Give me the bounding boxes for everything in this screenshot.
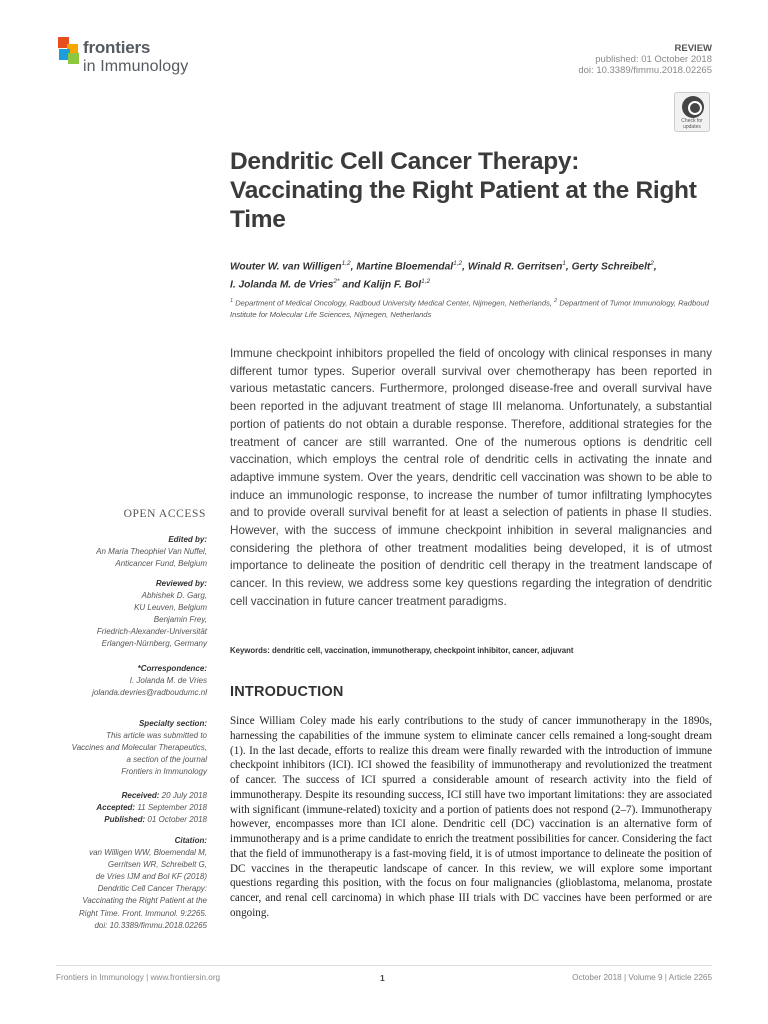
editor-line: Anticancer Fund, Belgium xyxy=(115,559,207,569)
reviewer-line: Erlangen-Nürnberg, Germany xyxy=(101,639,207,649)
edited-by-block xyxy=(40,534,207,570)
author-name[interactable]: Winald R. Gerritsen xyxy=(467,261,563,273)
published-date-sidebar: 01 October 2018 xyxy=(147,815,207,825)
doi-link[interactable]: doi: 10.3389/fimmu.2018.02265 xyxy=(578,65,712,76)
received-label: Received: xyxy=(121,791,160,800)
journal-name-line2: in Immunology xyxy=(83,58,189,75)
specialty-section-label: Specialty section: xyxy=(138,719,207,728)
citation-doi-link[interactable]: doi: 10.3389/fimmu.2018.02265 xyxy=(94,920,207,930)
citation-line: van Willigen WW, Bloemendal M, xyxy=(89,848,207,858)
reviewer-line: Benjamin Frey, xyxy=(153,615,207,625)
author-name[interactable]: Gerty Schreibelt xyxy=(571,261,651,273)
reviewed-by-block xyxy=(40,578,207,651)
open-access-label: OPEN ACCESS xyxy=(123,508,206,520)
author-name[interactable]: Martine Bloemendal xyxy=(356,261,454,273)
introduction-text: Since William Coley made his early contributions to the study of cancer immunotherapy in the 1890s, harnessing the capabilities of the immune system to eliminate cancer cells remained a long-sought dream (1). In the last decade, efforts to realize this dream were finally rewarded with the introduction of immune checkpoint inhibitors (ICI). ICI showed the feasibility of immunotherapy and revolutionized the treatment of cancer. The success of ICI spurred a considerable amount of research activity into the field of immunotherapy. Despite its resounding success, ICI still have two important limitations: they are associated with significant (immune-related) toxicity and a portion of patients does not respond (2–7). Immunotherapy however, encompasses more than ICI alone. Dendritic cell (DC) vaccination is an alternative form of immunotherapy and is a prime candidate to enrich the treatment possibilities for cancer. Considering the fact that the field of immunotherapy is a fast-moving field, it is of utmost importance to delineate the position of DC vaccines in the therapeutic landscape of cancer. In this review, we will explore some important questions regarding this position, with the focus on four malignancies (glioblastoma, melanoma, prostate cancer, and renal cell carcinoma) in which phase III trials with DC vaccines have been performed or are ongoing. xyxy=(230,715,712,919)
author-affiliation-mark: 1,2 xyxy=(341,260,351,267)
specialty-line: This article was submitted to xyxy=(106,731,207,741)
page-number: 1 xyxy=(380,973,385,983)
affiliations xyxy=(230,296,714,321)
abstract: Immune checkpoint inhibitors propelled the field of oncology with clinical responses in many different tumor types. Superior overall survival over chemotherapy has been reported in various metastatic cancers. Furthermore, prolonged disease-free and overall survival have been reported in the adjuvant treatment of stage III melanoma. Unfortunately, a substantial portion of patients do not obtain a durable response. Therefore, additional strategies for the treatment of cancer are still warranted. One of the numerous options is dendritic cell vaccination, which employs the central role of dendritic cells in activating the innate and adaptive immune system. Over the years, dendritic cell vaccination was shown to be able to induce an immunologic response, to increase the number of tumor infiltrating lymphocytes and to provide overall survival benefit for at least a selection of patients in phase II studies. However, with the success of immune checkpoint inhibition in several malignancies and considering the plethora of other treatment modalities being developed, it is of utmost importance to delineate the position of dendritic cell therapy in the treatment landscape of cancer. In this review, we address some key questions regarding the integration of dendritic cell vaccination in future cancer treatment paradigms. xyxy=(230,347,712,608)
accepted-date: 11 September 2018 xyxy=(137,803,207,813)
specialty-line: a section of the journal xyxy=(126,755,207,765)
correspondence-label: *Correspondence: xyxy=(137,664,207,673)
editor-line: An Maria Theophiel Van Nuffel, xyxy=(96,547,207,557)
affiliation-text: Department of Medical Oncology, Radboud University Medical Center, Nijmegen, Netherlands, xyxy=(235,298,553,308)
affiliation-text: Department of Tumor Immunology, Radboud Institute for Molecular Life Sciences, Nijmegen, Netherlands xyxy=(230,298,709,320)
specialty-line: Vaccines and Molecular Therapeutics, xyxy=(71,743,207,753)
footer-journal-link[interactable]: Frontiers in Immunology | www.frontiersin.org xyxy=(56,973,221,982)
author-affiliation-mark: 1 xyxy=(562,260,566,267)
specialty-line: Frontiers in Immunology xyxy=(121,767,207,777)
citation-label: Citation: xyxy=(174,836,207,845)
author-affiliation-mark: 2 xyxy=(650,260,654,267)
citation-line: Dendritic Cell Cancer Therapy: xyxy=(97,884,207,894)
journal-name-line1: frontiers xyxy=(83,38,151,57)
author-name[interactable]: Wouter W. van Willigen xyxy=(230,261,342,273)
footer-divider xyxy=(56,965,712,966)
article-meta-header xyxy=(578,43,712,76)
author-affiliation-mark: 1,2 xyxy=(421,278,431,286)
citation-line: de Vries IJM and Bol KF (2018) xyxy=(95,872,207,882)
article-type: REVIEW xyxy=(674,43,712,54)
check-updates-icon xyxy=(682,96,704,118)
citation-line: Gerritsen WR, Schreibelt G, xyxy=(107,860,207,870)
footer-issue-info: October 2018 | Volume 9 | Article 2265 xyxy=(572,973,712,982)
reviewed-by-label: Reviewed by: xyxy=(155,579,207,588)
introduction-heading: INTRODUCTION xyxy=(230,684,344,700)
frontiers-logo-icon xyxy=(56,36,82,64)
correspondence-email-link[interactable]: jolanda.devries@radboudumc.nl xyxy=(92,688,207,698)
correspondence-block xyxy=(40,663,207,699)
received-date: 20 July 2018 xyxy=(161,791,207,800)
affiliation-mark: 1 xyxy=(230,298,234,304)
dates-block xyxy=(40,790,207,826)
author-name[interactable]: Kalijn F. Bol xyxy=(363,279,422,291)
article-title: Dendritic Cell Cancer Therapy: Vaccinating the Right Patient at the Right Time xyxy=(230,148,697,233)
author-affiliation-mark: 2* xyxy=(333,278,340,286)
published-label: Published: xyxy=(104,815,146,825)
reviewer-line: KU Leuven, Belgium xyxy=(134,603,207,613)
keywords: Keywords: dendritic cell, vaccination, immunotherapy, checkpoint inhibitor, cancer, adjuvant xyxy=(230,646,574,655)
edited-by-label: Edited by: xyxy=(168,535,207,544)
affiliation-mark: 2 xyxy=(554,298,558,304)
author-name[interactable]: I. Jolanda M. de Vries xyxy=(230,279,334,291)
check-for-updates-button[interactable] xyxy=(674,92,710,132)
specialty-section-block xyxy=(40,718,207,778)
published-date: published: 01 October 2018 xyxy=(595,54,712,65)
citation-block xyxy=(40,835,207,932)
citation-line: Right Time. Front. Immunol. 9:2265. xyxy=(79,908,207,918)
reviewer-line: Friedrich-Alexander-Universität xyxy=(96,627,207,637)
check-updates-label: Check for updates xyxy=(681,118,703,130)
reviewer-line: Abhishek D. Garg, xyxy=(141,591,207,601)
author-list: Wouter W. van Willigen$^{1,2}$, Martine Bloemendal$^{1,2}$, Winald R. Gerritsen$^1$, Gerty Schreibelt$^2$, I. Jolanda M. de Vries$^{2*}$ and Kalijn F. Bol$^{1,2}$ xyxy=(230,260,657,291)
author-affiliation-mark: 1,2 xyxy=(453,260,463,267)
logo-square-green xyxy=(68,53,79,64)
correspondence-name: I. Jolanda M. de Vries xyxy=(129,676,207,686)
accepted-label: Accepted: xyxy=(96,803,136,813)
journal-logo[interactable] xyxy=(56,32,226,82)
citation-line: Vaccinating the Right Patient at the xyxy=(82,896,207,906)
